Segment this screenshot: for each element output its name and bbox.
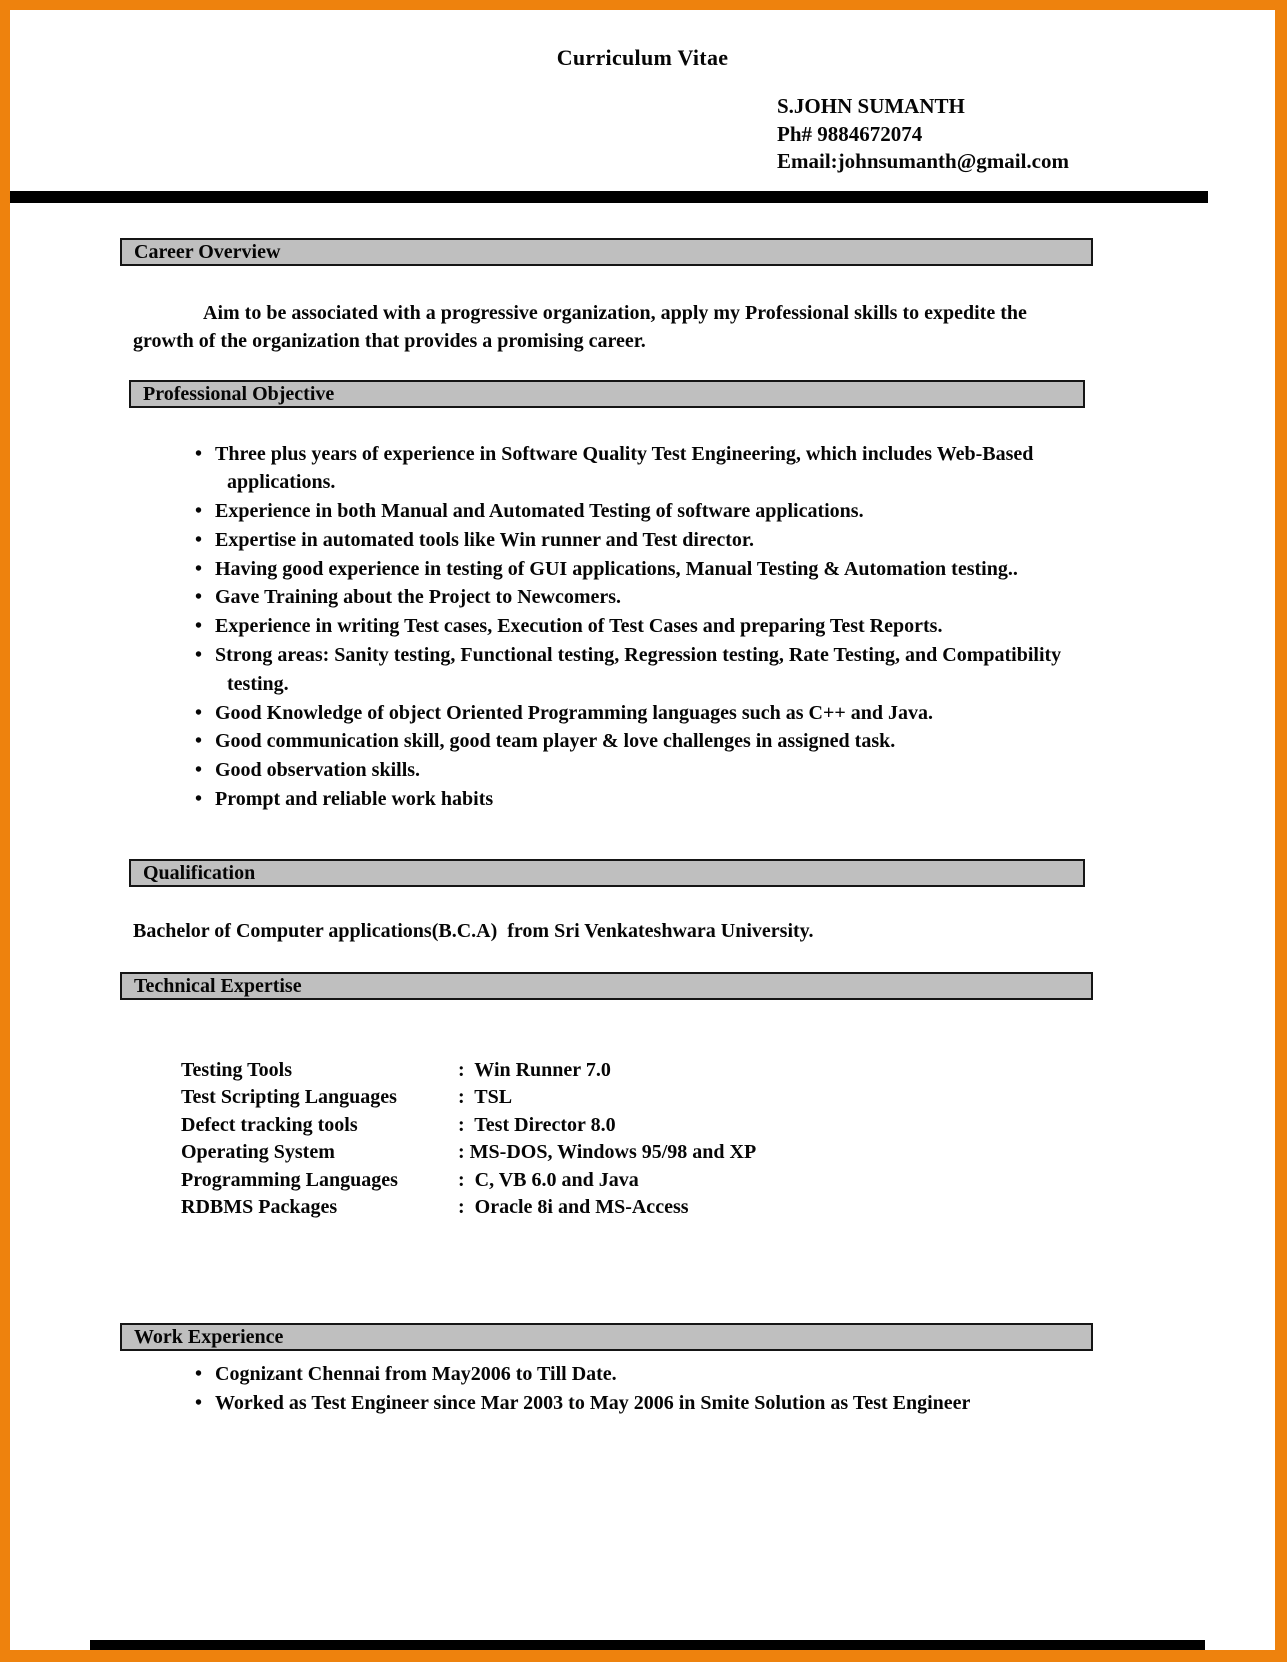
tech-value: : Test Director 8.0	[458, 1113, 616, 1136]
tech-label: Programming Languages	[181, 1168, 398, 1191]
tech-value: : Oracle 8i and MS-Access	[458, 1196, 689, 1219]
objective-item: • Prompt and reliable work habits	[215, 785, 1095, 814]
tech-label: RDBMS Packages	[181, 1196, 338, 1219]
section-header-label: Work Experience	[134, 1325, 284, 1348]
objective-item: • Good Knowledge of object Oriented Programming languages such as C++ and Java.	[215, 699, 1095, 728]
qualification-text: Bachelor of Computer applications(B.C.A) from Sri Venkateshwara University.	[133, 919, 814, 942]
contact-phone: Ph# 9884672074	[777, 121, 923, 146]
tech-row	[181, 1112, 1275, 1140]
objective-item: • Expertise in automated tools like Win runner and Test director.	[215, 526, 1095, 555]
technical-expertise-table	[181, 1057, 1275, 1222]
section-header-work-experience	[120, 1323, 1093, 1351]
tech-label: Operating System	[181, 1141, 335, 1164]
tech-row	[181, 1084, 1275, 1112]
objective-item: • Gave Training about the Project to Newcomers.	[215, 583, 1095, 612]
tech-row	[181, 1194, 1275, 1222]
objective-item: • Experience in writing Test cases, Execution of Test Cases and preparing Test Reports.	[215, 612, 1095, 641]
objective-item: • Strong areas: Sanity testing, Functional testing, Regression testing, Rate Testing, and Compatibility testing.	[215, 641, 1095, 699]
tech-label: Test Scripting Languages	[181, 1086, 397, 1109]
section-header-qualification	[129, 859, 1085, 887]
page-title: Curriculum Vitae	[556, 45, 729, 70]
objective-item: • Experience in both Manual and Automated Testing of software applications.	[215, 497, 1095, 526]
section-header-label: Professional Objective	[143, 382, 335, 405]
tech-row	[181, 1167, 1275, 1195]
section-header-career-overview	[120, 238, 1093, 266]
contact-email: Email:johnsumanth@gmail.com	[777, 149, 1069, 173]
career-overview-text: Aim to be associated with a progressive organization, apply my Professional skills to expedite the growth of the organization that provides a promising career.	[133, 301, 1027, 352]
tech-value: : MS-DOS, Windows 95/98 and XP	[458, 1141, 757, 1164]
section-header-technical-expertise	[120, 972, 1093, 1000]
tech-value: : TSL	[458, 1086, 513, 1109]
tech-row	[181, 1139, 1275, 1167]
objective-item: • Good communication skill, good team player & love challenges in assigned task.	[215, 727, 1095, 756]
contact-block	[777, 93, 1275, 176]
tech-label: Testing Tools	[181, 1058, 292, 1081]
work-experience-item: • Cognizant Chennai from May2006 to Till Date.	[215, 1360, 1095, 1389]
contact-name: S.JOHN SUMANTH	[777, 94, 965, 118]
tech-value: : C, VB 6.0 and Java	[458, 1168, 639, 1191]
tech-row	[181, 1057, 1275, 1085]
tech-label: Defect tracking tools	[181, 1113, 358, 1136]
objective-item: • Good observation skills.	[215, 756, 1095, 785]
tech-value: : Win Runner 7.0	[458, 1058, 611, 1081]
objective-item: • Three plus years of experience in Software Quality Test Engineering, which includes Web-Based applications.	[215, 440, 1095, 498]
work-experience-list	[10, 1360, 1095, 1418]
section-header-label: Career Overview	[134, 240, 281, 263]
work-experience-item: • Worked as Test Engineer since Mar 2003 to May 2006 in Smite Solution as Test Engineer	[215, 1389, 1095, 1418]
section-header-professional-objective	[129, 380, 1085, 408]
footer-divider-rule	[90, 1640, 1205, 1650]
header-divider-rule	[10, 191, 1208, 203]
section-header-label: Technical Expertise	[134, 974, 302, 997]
objective-item: • Having good experience in testing of GUI applications, Manual Testing & Automation testing..	[215, 555, 1095, 584]
objective-list	[10, 440, 1095, 814]
section-header-label: Qualification	[143, 861, 256, 884]
